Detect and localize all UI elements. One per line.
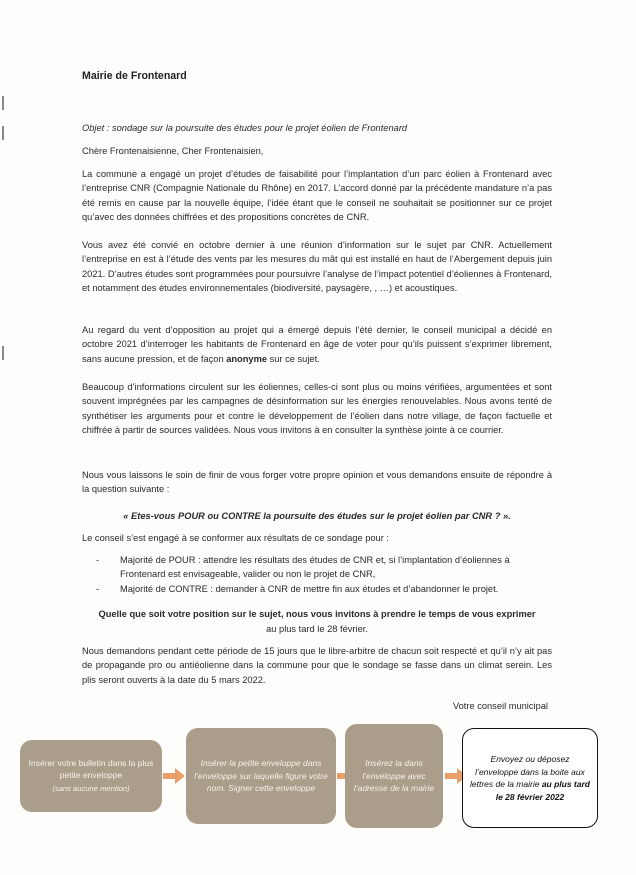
instructions-flow [0, 718, 636, 848]
step-4-box [462, 728, 598, 828]
paragraph-2: Vous avez été convié en octobre dernier à une réunion d’information sur le sujet par CNR. Actuellement l’entreprise en est à l’étude des vents par les mesures du mât qui est installé en haut de l’Abergement depuis juin 2021. D’autres études sont programmées pour poursuivre l’analyse de l’impact potentiel d’éoliennes à Frontenard, et notamment des études environnementales (biodiversité, paysagère, , …) et acoustiques. [82, 240, 552, 293]
step-2-text: Insérer la petite enveloppe dans l’enveloppe sur laquelle figure votre nom. Signer cette enveloppe [194, 758, 328, 794]
paragraph-6: Le conseil s’est engagé à se conformer aux résultats de ce sondage pour : [82, 533, 389, 543]
arrow-right-icon [163, 768, 185, 784]
salutation: Chère Frontenaisienne, Cher Frontenaisien, [82, 146, 264, 156]
signature: Votre conseil municipal [452, 701, 548, 711]
step-3-box [345, 724, 443, 828]
step-2-box [186, 728, 336, 824]
margin-mark [2, 126, 4, 140]
call-to-action: Quelle que soit votre position sur le sujet, nous vous invitons à prendre le temps de vous exprimer [98, 609, 536, 619]
subject-line: Objet : sondage sur la poursuite des études pour le projet éolien de Frontenard [82, 123, 408, 133]
step-1-note: (sans aucune mention) [52, 783, 130, 793]
paragraph-1: La commune a engagé un projet d’études de faisabilité pour l’implantation d’un parc éolien à Frontenard avec l’entreprise CNR (Compagnie Nationale du Rhône) en 2017. L’accord donné par la précédente mandature n’a pas été remis en cause par la nouvelle équipe, l’idée étant que le conseil ne souhaitait se positionner sur ce projet qu’avec des données chiffrées et des propositions concrètes de CNR. [82, 169, 552, 222]
paragraph-7: Nous demandons pendant cette période de 15 jours que le libre-arbitre de chacun soit respecté et qu’il n’y ait pas de propagande pro ou antiéolienne dans la commune pour que le sondage se fasse dans un climat serein. Les plis seront ouverts à la date du 5 mars 2022. [82, 646, 552, 685]
deadline-line: au plus tard le 28 février. [266, 624, 368, 634]
letter-heading: Mairie de Frontenard [82, 70, 187, 82]
margin-mark [2, 96, 4, 110]
paragraph-3: Au regard du vent d’opposition au projet qui a émergé depuis l’été dernier, le conseil municipal a décidé en octobre 2021 d’interroger les habitants de Frontenard en âge de voter pour qu’ils puissent s’exprimer librement, sans aucune pression, et de façon anonyme sur ce sujet. [82, 325, 552, 364]
step-1-box [20, 740, 162, 812]
paragraph-5: Nous vous laissons le soin de finir de vous forger votre propre opinion et vous demandons ensuite de répondre à la question suivante : [82, 470, 552, 495]
outcome-list [96, 553, 552, 596]
paragraph-4: Beaucoup d’informations circulent sur les éoliennes, celles-ci sont plus ou moins vérifiées, argumentées et sont souvent imprégnées par les campagnes de désinformation sur les énergies renouvelables. Nous avons tenté de synthétiser les arguments pour et contre le développement de l’éolien dans notre village, de façon factuelle et chiffrée à partir de sources validées. Nous vous invitons à en consulter la synthèse jointe à ce courrier. [82, 382, 552, 435]
step-4-text: Envoyez ou déposez l’enveloppe dans la boite aux lettres de la mairie au plus tard le 28 février 2022 [470, 754, 590, 802]
step-1-text: Insérer votre bulletin dans la plus petite enveloppe [28, 757, 154, 781]
list-item: - Majorité de POUR : attendre les résultats des études de CNR et, si l’implantation d’éoliennes à Frontenard est envisageable, valider ou non le projet de CNR, [96, 553, 552, 582]
margin-mark [2, 346, 4, 360]
step-3-text: Insérez la dans l’enveloppe avec l’adresse de la mairie [353, 758, 435, 794]
survey-question: « Etes-vous POUR ou CONTRE la poursuite des études sur le projet éolien par CNR ? ». [123, 511, 511, 521]
list-item: - Majorité de CONTRE : demander à CNR de mettre fin aux études et d’abandonner le projet. [96, 582, 552, 596]
